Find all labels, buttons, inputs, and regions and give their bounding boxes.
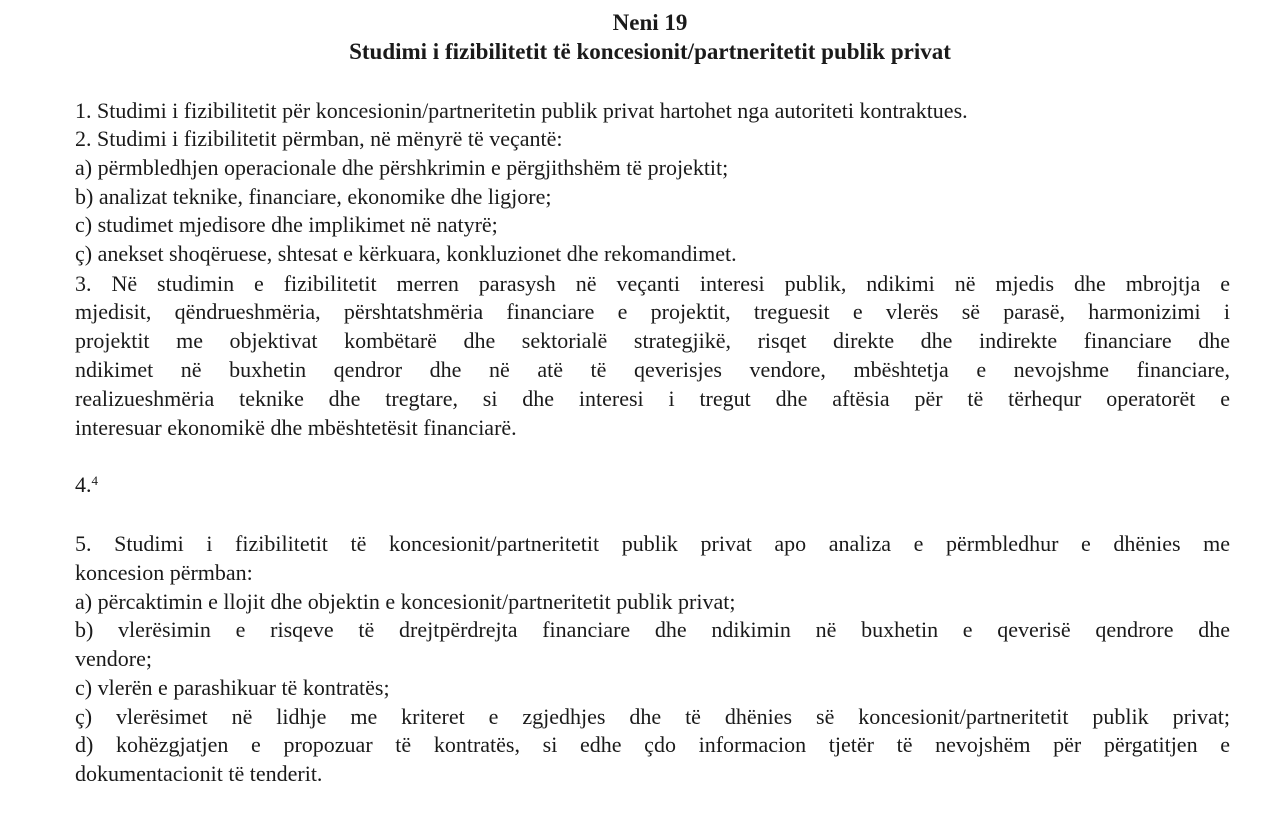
paragraph-5-line: 5. Studimi i fizibilitetit të koncesionit/partneritetit publik privat apo analiza e përmbledhur e dhënies me [75, 531, 1230, 556]
paragraph-5-item-d: d) kohëzgjatjen e propozuar të kontratës, si edhe çdo informacion tjetër të nevojshëm për përgatitjen e [75, 732, 1230, 757]
paragraph-5-item-b-cont: vendore; [75, 646, 152, 671]
paragraph-2-item-b: b) analizat teknike, financiare, ekonomike dhe ligjore; [75, 184, 552, 209]
paragraph-4-number: 4. [75, 472, 92, 497]
footnote-reference[interactable]: 4 [91, 473, 98, 488]
paragraph-5-item-c: c) vlerën e parashikuar të kontratës; [75, 675, 390, 700]
paragraph-1: 1. Studimi i fizibilitetit për koncesionin/partneritetin publik privat hartohet nga autoriteti kontraktues. [75, 98, 968, 123]
paragraph-4 [75, 472, 98, 498]
paragraph-5-item-b: b) vlerësimin e risqeve të drejtpërdrejta financiare dhe ndikimin në buxhetin e qeverisë qendrore dhe [75, 617, 1230, 642]
paragraph-5-item-cc: ç) vlerësimet në lidhje me kriteret e zgjedhjes dhe të dhënies së koncesionit/partneritetit publik privat; [75, 704, 1230, 729]
paragraph-5-line: koncesion përmban: [75, 560, 253, 585]
paragraph-3-line: mjedisit, qëndrueshmëria, përshtatshmëria financiare e projektit, treguesit e vlerës së parasë, harmonizimi i [75, 299, 1230, 324]
paragraph-3-line: 3. Në studimin e fizibilitetit merren parasysh në veçanti interesi publik, ndikimi në mjedis dhe mbrojtja e [75, 271, 1230, 296]
paragraph-3-line: realizueshmëria teknike dhe tregtare, si dhe interesi i tregut dhe aftësia për të tërhequr operatorët e [75, 386, 1230, 411]
paragraph-2-item-cc: ç) anekset shoqëruese, shtesat e kërkuara, konkluzionet dhe rekomandimet. [75, 241, 737, 266]
paragraph-2-item-a: a) përmbledhjen operacionale dhe përshkrimin e përgjithshëm të projektit; [75, 155, 729, 180]
paragraph-5-item-a: a) përcaktimin e llojit dhe objektin e koncesionit/partneritetit publik privat; [75, 589, 736, 614]
paragraph-5-item-d-cont: dokumentacionit të tenderit. [75, 761, 323, 786]
article-title: Studimi i fizibilitetit të koncesionit/partneritetit publik privat [349, 39, 951, 64]
paragraph-2-intro: 2. Studimi i fizibilitetit përmban, në mënyrë të veçantë: [75, 126, 563, 151]
article-heading: Neni 19 [612, 10, 688, 35]
paragraph-2-item-c: c) studimet mjedisore dhe implikimet në natyrë; [75, 212, 498, 237]
paragraph-3-line: interesuar ekonomikë dhe mbështetësit financiarë. [75, 415, 517, 440]
paragraph-3-line: projektit me objektivat kombëtarë dhe sektorialë strategjikë, risqet direkte dhe indirekte financiare dhe [75, 328, 1230, 353]
paragraph-3-line: ndikimet në buxhetin qendror dhe në atë të qeverisjes vendore, mbështetja e nevojshme financiare, [75, 357, 1230, 382]
